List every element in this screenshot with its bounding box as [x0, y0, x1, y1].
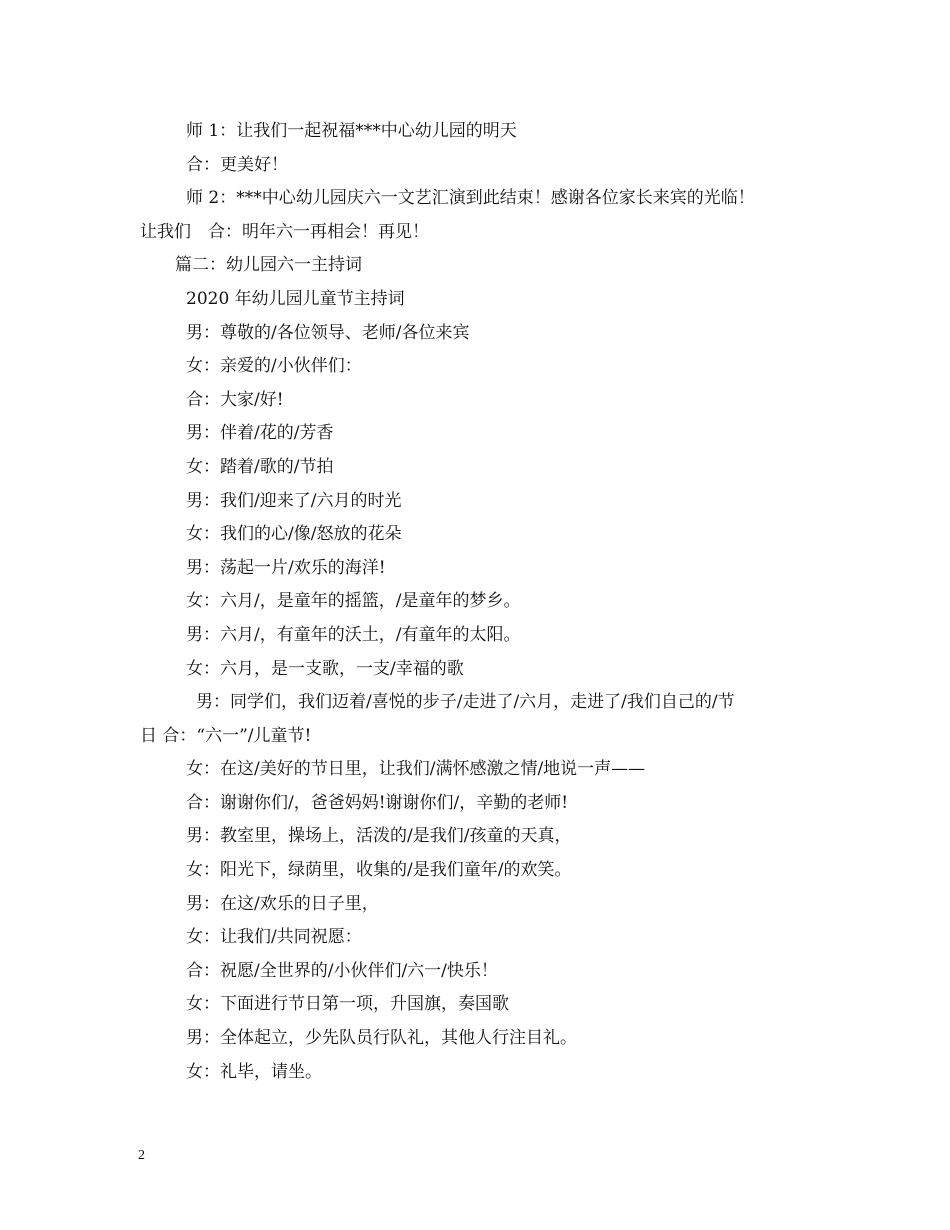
text-line: 女：在这/美好的节日里，让我们/满怀感激之情/地说一声——: [186, 759, 646, 780]
document-body: [140, 115, 820, 1089]
section-subtitle: 2020 年幼儿园儿童节主持词: [186, 288, 405, 309]
section-heading: 篇二：幼儿园六一主持词: [175, 255, 362, 276]
text-line: 合：更美好！: [186, 154, 288, 175]
text-line: 男：伴着/花的/芳香: [186, 423, 334, 444]
text-line: 女：踏着/歌的/节拍: [186, 456, 334, 477]
text-line: 女：六月，是一支歌，一支/幸福的歌: [186, 658, 464, 679]
text-line: 女：阳光下，绿荫里，收集的/是我们童年/的欢笑。: [186, 860, 572, 881]
text-line: 男：教室里，操场上，活泼的/是我们/孩童的天真，: [186, 826, 572, 847]
text-line: 女：六月/，是童年的摇篮，/是童年的梦乡。: [186, 591, 521, 612]
text-line: 师 1：让我们一起祝福***中心幼儿园的明天: [186, 121, 517, 141]
text-line: 合：谢谢你们/，爸爸妈妈!谢谢你们/，辛勤的老师!: [186, 792, 569, 813]
text-line: 让我们 合：明年六一再相会！再见！: [140, 221, 429, 242]
text-line: 师 2：***中心幼儿园庆六一文艺汇演到此结束！感谢各位家长来宾的光临！: [186, 188, 755, 209]
text-line: 男：荡起一片/欢乐的海洋!: [186, 557, 386, 578]
text-line: 男：同学们，我们迈着/喜悦的步子/走进了/六月，走进了/我们自己的/节: [196, 692, 735, 713]
text-line: 合：大家/好!: [186, 389, 284, 410]
text-line: 男：在这/欢乐的日子里，: [186, 893, 379, 914]
text-line: 合：祝愿/全世界的/小伙伴们/六一/快乐！: [186, 960, 498, 981]
text-line: 女：我们的心/像/怒放的花朵: [186, 524, 402, 545]
text-line: 日 合：“六一”/儿童节!: [140, 725, 312, 746]
text-line: 女：礼毕，请坐。: [186, 1061, 322, 1082]
text-line: 女：亲爱的/小伙伴们：: [186, 356, 362, 377]
text-line: 男：尊敬的/各位领导、老师/各位来宾: [186, 322, 470, 343]
page-number: 2: [138, 1148, 145, 1163]
text-line: 男：全体起立，少先队员行队礼，其他人行注目礼。: [186, 1028, 577, 1049]
text-line: 男：六月/，有童年的沃土，/有童年的太阳。: [186, 624, 521, 645]
text-line: 女：让我们/共同祝愿：: [186, 927, 362, 948]
text-line: 女：下面进行节日第一项，升国旗，奏国歌: [186, 994, 509, 1015]
text-line: 男：我们/迎来了/六月的时光: [186, 490, 402, 511]
